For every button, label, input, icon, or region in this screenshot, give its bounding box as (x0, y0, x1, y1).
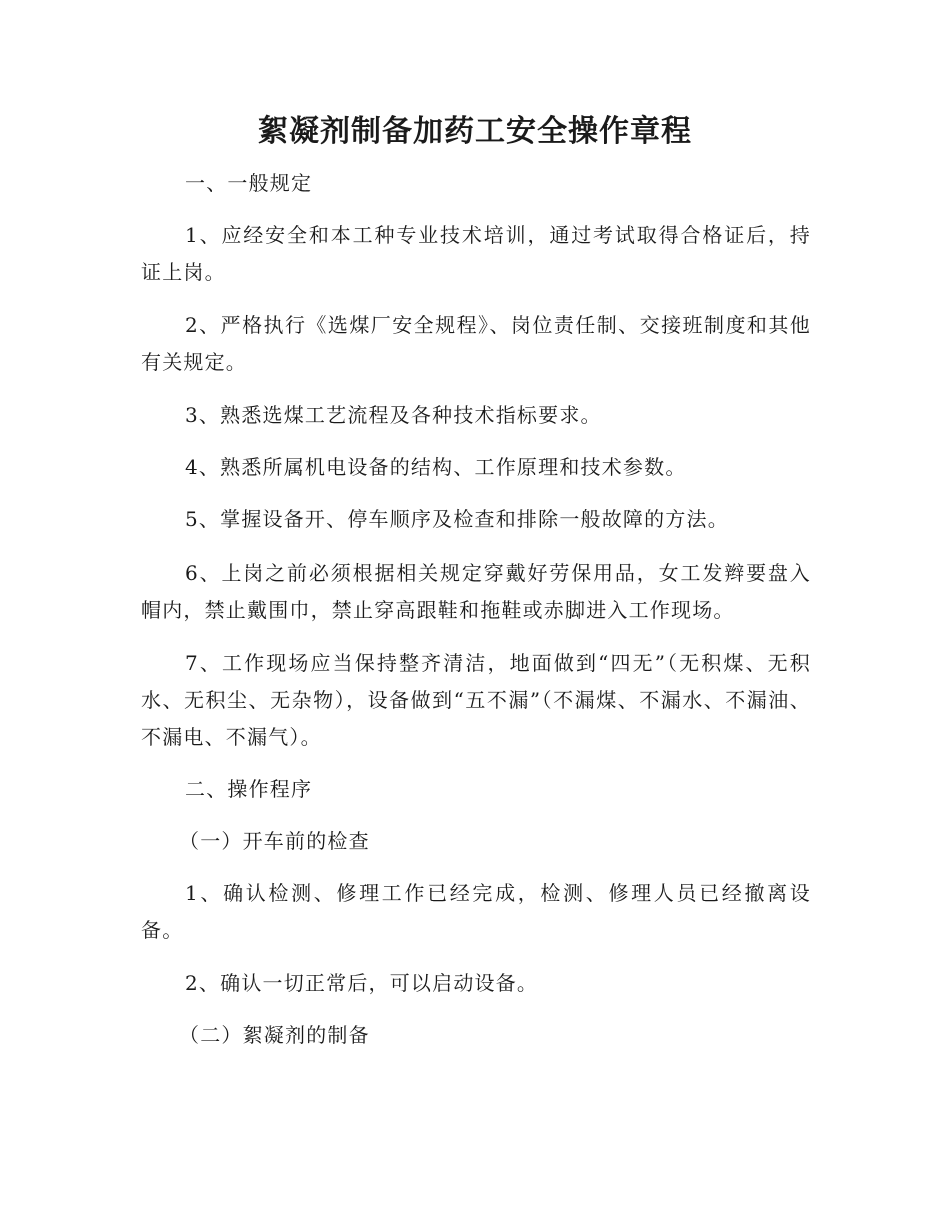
paragraph-text: 3、熟悉选煤工艺流程及各种技术指标要求。 (185, 403, 602, 427)
subsection-heading-text: （一）开车前的检查 (179, 829, 370, 853)
paragraph-text: 1、确认检测、修理工作已经完成，检测、修理人员已经撤离设备。 (141, 881, 811, 942)
paragraph-4 (141, 449, 811, 486)
paragraph-3 (141, 397, 811, 434)
subsection-heading-preparation (141, 1017, 811, 1054)
section-heading-text: 二、操作程序 (185, 777, 313, 801)
subsection-heading-precheck (141, 823, 811, 860)
subsection-heading-text: （二）絮凝剂的制备 (179, 1023, 370, 1047)
paragraph-text: 6、上岗之前必须根据相关规定穿戴好劳保用品，女工发辫要盘入帽内，禁止戴围巾，禁止穿高跟鞋和拖鞋或赤脚进入工作现场。 (141, 561, 811, 622)
paragraph-7 (141, 645, 811, 756)
paragraph-text: 2、确认一切正常后，可以启动设备。 (185, 971, 539, 995)
paragraph-text: 2、严格执行《选煤厂安全规程》、岗位责任制、交接班制度和其他有关规定。 (141, 313, 811, 374)
paragraph-1 (141, 217, 811, 291)
paragraph-text: 5、掌握设备开、停车顺序及检查和排除一般故障的方法。 (185, 507, 729, 531)
paragraph-2 (141, 307, 811, 381)
section-heading-text: 一、一般规定 (185, 171, 313, 195)
paragraph-text: 7、工作现场应当保持整齐清洁，地面做到“四无”（无积煤、无积水、无积尘、无杂物），设备做到“五不漏”（不漏煤、不漏水、不漏油、不漏电、不漏气）。 (141, 651, 811, 749)
paragraph-5 (141, 501, 811, 538)
section-heading-general (141, 165, 811, 202)
paragraph-6 (141, 555, 811, 629)
paragraph-text: 1、应经安全和本工种专业技术培训，通过考试取得合格证后，持证上岗。 (141, 223, 811, 284)
section-heading-procedure (141, 771, 811, 808)
paragraph-8 (141, 875, 811, 949)
document-title: 絮凝剂制备加药工安全操作章程 (258, 114, 692, 149)
paragraph-9 (141, 965, 811, 1002)
paragraph-text: 4、熟悉所属机电设备的结构、工作原理和技术参数。 (185, 455, 687, 479)
